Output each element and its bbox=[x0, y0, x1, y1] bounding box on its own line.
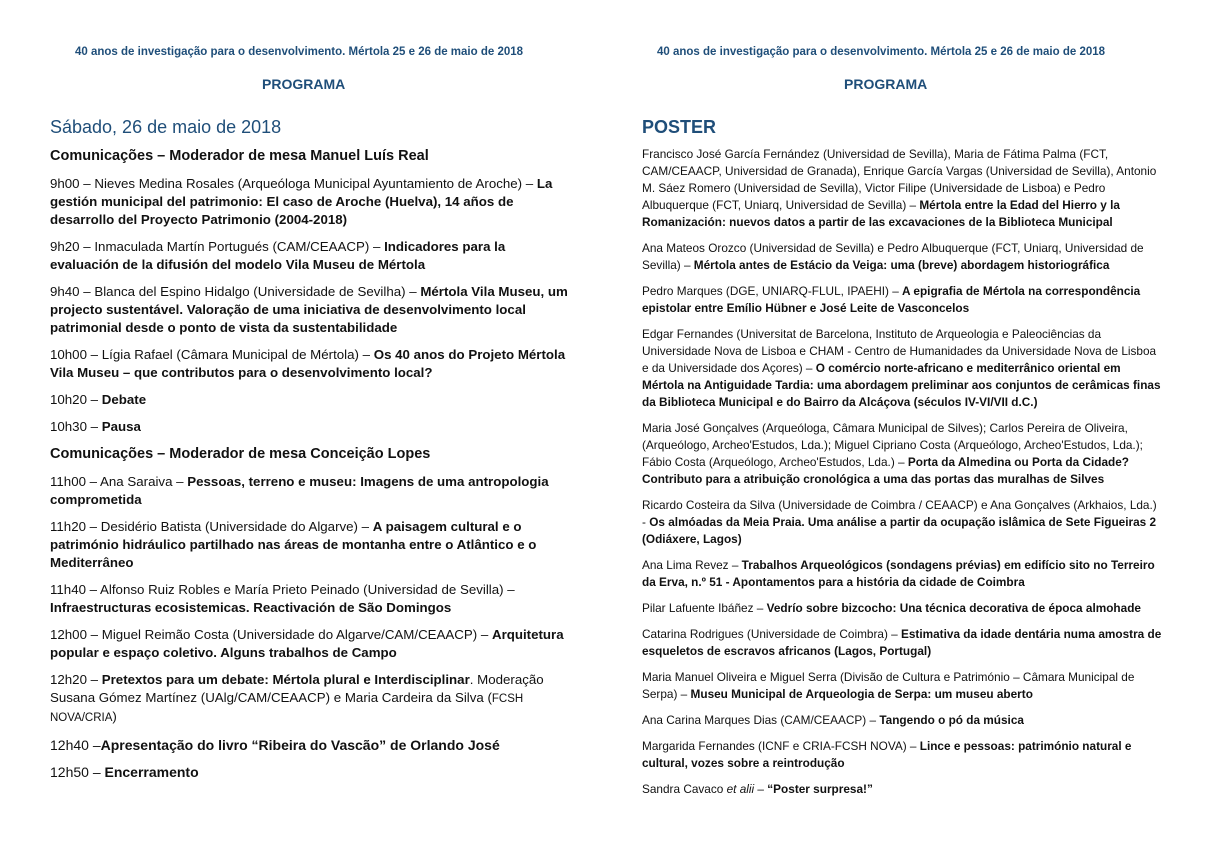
poster-entry: Ricardo Costeira da Silva (Universidade de Coimbra / CEAACP) e Ana Gonçalves (Arkhaios, Lda.) - Os almóadas da Meia Praia. Uma análise a partir da ocupação islâmica de Sete Figueiras 2 (Odiáxere, Lagos) bbox=[642, 498, 1157, 546]
left-programa-label: PROGRAMA bbox=[262, 76, 346, 92]
poster-entry: Maria José Gonçalves (Arqueóloga, Câmara Municipal de Silves); Carlos Pereira de Oliveira, (Arqueólogo, Archeo'Estudos, Lda.); Miguel Cipriano Costa (Arqueólogo, Archeo'Estudos, Lda.); Fábio Costa (Arqueólogo, Archeo'Estudos, Lda.) – Porta da Almedina ou Porta da Cidade? Contributo para a atribuição cronológica a uma das portas das muralhas de Silves bbox=[642, 421, 1143, 486]
poster-entry: Sandra Cavaco et alii – “Poster surpresa!” bbox=[642, 782, 873, 796]
schedule-entry: 11h40 – Alfonso Ruiz Robles e María Prieto Peinado (Universidad de Sevilla) – Infraestructuras ecosistemicas. Reactivación de São Domingos bbox=[50, 582, 515, 615]
schedule-entry: 12h00 – Miguel Reimão Costa (Universidade do Algarve/CAM/CEAACP) – Arquitetura popular e espaço coletivo. Alguns trabalhos de Campo bbox=[50, 627, 564, 660]
day-title: Sábado, 26 de maio de 2018 bbox=[50, 117, 282, 137]
schedule-entry: 9h00 – Nieves Medina Rosales (Arqueóloga Municipal Ayuntamiento de Aroche) – La gestión municipal del patrimonio: El caso de Aroche (Huelva), 14 años de desarrollo del Proyecto Patrimonio (2004-2018) bbox=[50, 176, 553, 227]
poster-title: POSTER bbox=[642, 117, 717, 137]
left-running-header: 40 anos de investigação para o desenvolvimento. Mértola 25 e 26 de maio de 2018 bbox=[75, 46, 524, 58]
schedule-entry: 12h50 – Encerramento bbox=[50, 764, 199, 780]
poster-entry: Francisco José García Fernández (Universidad de Sevilla), Maria de Fátima Palma (FCT, CAM/CEAACP, Universidad de Granada), Enrique García Vargas (Universidad de Sevilla), Antonio M. Sáez Romero (Universidad de Sevilla), Victor Filipe (Universidade de Lisboa) e Pedro Albuquerque (FCT, Uniarq, Universidad de Sevilla) – Mértola entre la Edad del Hierro y la Romanización: nuevos datos a partir de las excavaciones de la Biblioteca Municipal bbox=[642, 147, 1157, 229]
right-programa-label: PROGRAMA bbox=[844, 76, 928, 92]
schedule-entry: 10h30 – Pausa bbox=[50, 419, 141, 434]
schedule-entry: 10h20 – Debate bbox=[50, 392, 147, 407]
section-heading: Comunicações – Moderador de mesa Manuel Luís Real bbox=[50, 148, 429, 164]
schedule-entry: 11h00 – Ana Saraiva – Pessoas, terreno e museu: Imagens de uma antropologia comprometida bbox=[50, 474, 549, 507]
poster-entry: Ana Mateos Orozco (Universidad de Sevilla) e Pedro Albuquerque (FCT, Uniarq, Universidad de Sevilla) – Mértola antes de Estácio da Veiga: uma (breve) abordagem historiográfica bbox=[642, 241, 1144, 272]
poster-entry: Margarida Fernandes (ICNF e CRIA-FCSH NOVA) – Lince e pessoas: património natural e cultural, vozes sobre a reintrodução bbox=[642, 739, 1132, 770]
schedule-entry: 9h40 – Blanca del Espino Hidalgo (Universidade de Sevilha) – Mértola Vila Museu, um projecto sustentável. Valoração de uma iniciativa de desenvolvimento local patrimonial desde o ponto de vista da sustentabilidade bbox=[50, 284, 568, 335]
poster-entry: Pilar Lafuente Ibáñez – Vedrío sobre bizcocho: Una técnica decorativa de época almohade bbox=[642, 601, 1141, 615]
poster-list bbox=[642, 146, 1162, 807]
schedule-entry: 9h20 – Inmaculada Martín Portugués (CAM/CEAACP) – Indicadores para la evaluación de la difusión del modelo Vila Museu de Mértola bbox=[50, 239, 506, 272]
poster-entry: Ana Lima Revez – Trabalhos Arqueológicos (sondagens prévias) em edifício sito no Terreiro da Erva, n.º 51 - Apontamentos para a história da cidade de Coimbra bbox=[642, 558, 1155, 589]
poster-entry: Ana Carina Marques Dias (CAM/CEAACP) – Tangendo o pó da música bbox=[642, 713, 1024, 727]
schedule-entry: 11h20 – Desidério Batista (Universidade do Algarve) – A paisagem cultural e o património hidráulico partilhado nas áreas de montanha entre o Atlântico e o Mediterrâneo bbox=[50, 519, 537, 570]
poster-entry: Maria Manuel Oliveira e Miguel Serra (Divisão de Cultura e Património – Câmara Municipal de Serpa) – Museu Municipal de Arqueologia de Serpa: um museu aberto bbox=[642, 670, 1135, 701]
poster-entry: Edgar Fernandes (Universitat de Barcelona, Instituto de Arqueologia e Paleociências da Universidade Nova de Lisboa e CHAM - Centro de Humanidades da Universidade Nova de Lisboa e da Universidade dos Açores) – O comércio norte-africano e mediterrânico oriental em Mértola na Antiguidade Tardia: uma abordagem preliminar aos conjuntos de cerâmicas finas da Biblioteca Municipal e do Bairro da Alcáçova (séculos IV-VI/VII d.C.) bbox=[642, 327, 1161, 409]
poster-entry: Catarina Rodrigues (Universidade de Coimbra) – Estimativa da idade dentária numa amostra de esqueletos de escravos africanos (Lagos, Portugal) bbox=[642, 627, 1162, 658]
right-running-header: 40 anos de investigação para o desenvolvimento. Mértola 25 e 26 de maio de 2018 bbox=[657, 46, 1106, 58]
schedule-entry: 12h40 –Apresentação do livro “Ribeira do Vascão” de Orlando José bbox=[50, 737, 500, 753]
poster-entry: Pedro Marques (DGE, UNIARQ-FLUL, IPAEHI) – A epigrafia de Mértola na correspondência epistolar entre Emílio Hübner e José Leite de Vasconcelos bbox=[642, 284, 1141, 315]
schedule-entry: 10h00 – Lígia Rafael (Câmara Municipal de Mértola) – Os 40 anos do Projeto Mértola Vila Museu – que contributos para o desenvolvimento local? bbox=[50, 347, 566, 380]
left-schedule bbox=[50, 147, 570, 790]
section-heading: Comunicações – Moderador de mesa Conceição Lopes bbox=[50, 446, 431, 462]
schedule-entry: 12h20 – Pretextos para um debate: Mértola plural e Interdisciplinar. Moderação Susana Gómez Martínez (UAlg/CAM/CEAACP) e Maria Cardeira da Silva (FCSH NOVA/CRIA) bbox=[50, 672, 544, 724]
